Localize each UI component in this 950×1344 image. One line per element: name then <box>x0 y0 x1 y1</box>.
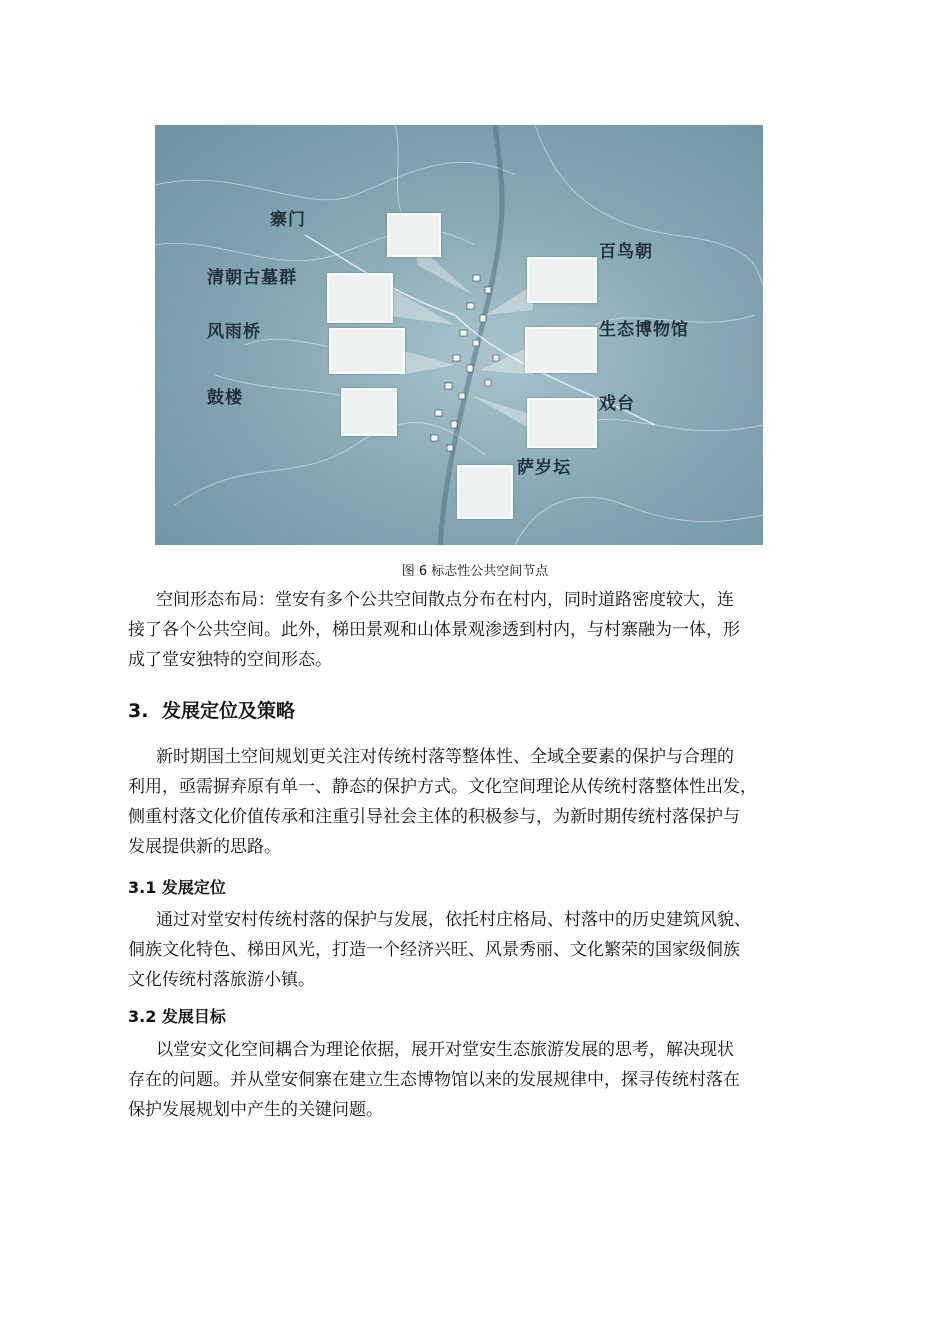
section-heading-3 <box>128 696 295 723</box>
photo-sasui <box>457 465 513 519</box>
label-drum-tower: 鼓楼 <box>207 388 243 408</box>
photo-drum-tower <box>341 388 397 436</box>
label-zhaimen: 寨门 <box>270 210 306 230</box>
paragraph-positioning <box>128 905 828 995</box>
photo-bainiao <box>527 257 597 303</box>
text-line: 新时期国土空间规划更关注对传统村落等整体性、全域全要素的保护与合理的 <box>156 747 734 767</box>
subsection-heading-3-1: 3.1 发展定位 <box>128 878 226 897</box>
text-line: 以堂安文化空间耦合为理论依据，展开对堂安生态旅游发展的思考，解决现状 <box>156 1040 734 1060</box>
paragraph-intro <box>128 742 828 862</box>
photo-stage <box>527 398 597 448</box>
text-line: 空间形态布局：堂安有多个公共空间散点分布在村内，同时道路密度较大，连 <box>156 590 734 610</box>
text-line: 保护发展规划中产生的关键问题。 <box>128 1100 383 1120</box>
text-line: 利用，亟需摒弃原有单一、静态的保护方式。文化空间理论从传统村落整体性出发， <box>128 777 757 797</box>
label-bainiao: 百鸟朝 <box>599 242 653 262</box>
text-line: 成了堂安独特的空间形态。 <box>128 650 332 670</box>
photo-zhaimen <box>387 213 441 257</box>
text-line: 通过对堂安村传统村落的保护与发展，依托村庄格局、村落中的历史建筑风貌、 <box>156 910 751 930</box>
text-line: 侗族文化特色、梯田风光，打造一个经济兴旺、风景秀丽、文化繁荣的国家级侗族 <box>128 940 740 960</box>
text-line: 侧重村落文化价值传承和注重引导社会主体的积极参与，为新时期传统村落保护与 <box>128 807 740 827</box>
subsection-heading-3-2: 3.2 发展目标 <box>128 1007 226 1026</box>
text-line: 存在的问题。并从堂安侗寨在建立生态博物馆以来的发展规律中，探寻传统村落在 <box>128 1070 740 1090</box>
photo-fengyu-bridge <box>329 328 405 374</box>
text-line: 接了各个公共空间。此外，梯田景观和山体景观渗透到村内，与村寨融为一体，形 <box>128 620 740 640</box>
paragraph-goals <box>128 1035 828 1125</box>
label-sasui: 萨岁坛 <box>517 458 571 478</box>
paragraph-spatial-layout <box>128 585 828 675</box>
section-number: 3. <box>128 700 149 722</box>
photo-qing-tombs <box>327 273 393 323</box>
figure-caption: 图 6 标志性公共空间节点 <box>401 564 549 579</box>
label-eco-museum: 生态博物馆 <box>599 320 689 340</box>
text-line: 发展提供新的思路。 <box>128 837 281 857</box>
text-line: 文化传统村落旅游小镇。 <box>128 970 315 990</box>
public-space-nodes-map <box>155 125 763 545</box>
label-stage: 戏台 <box>599 394 635 414</box>
photo-eco-museum <box>525 327 597 373</box>
label-fengyu-bridge: 风雨桥 <box>207 322 261 342</box>
label-qing-tombs: 清朝古墓群 <box>207 268 297 288</box>
section-title: 发展定位及策略 <box>162 700 296 722</box>
